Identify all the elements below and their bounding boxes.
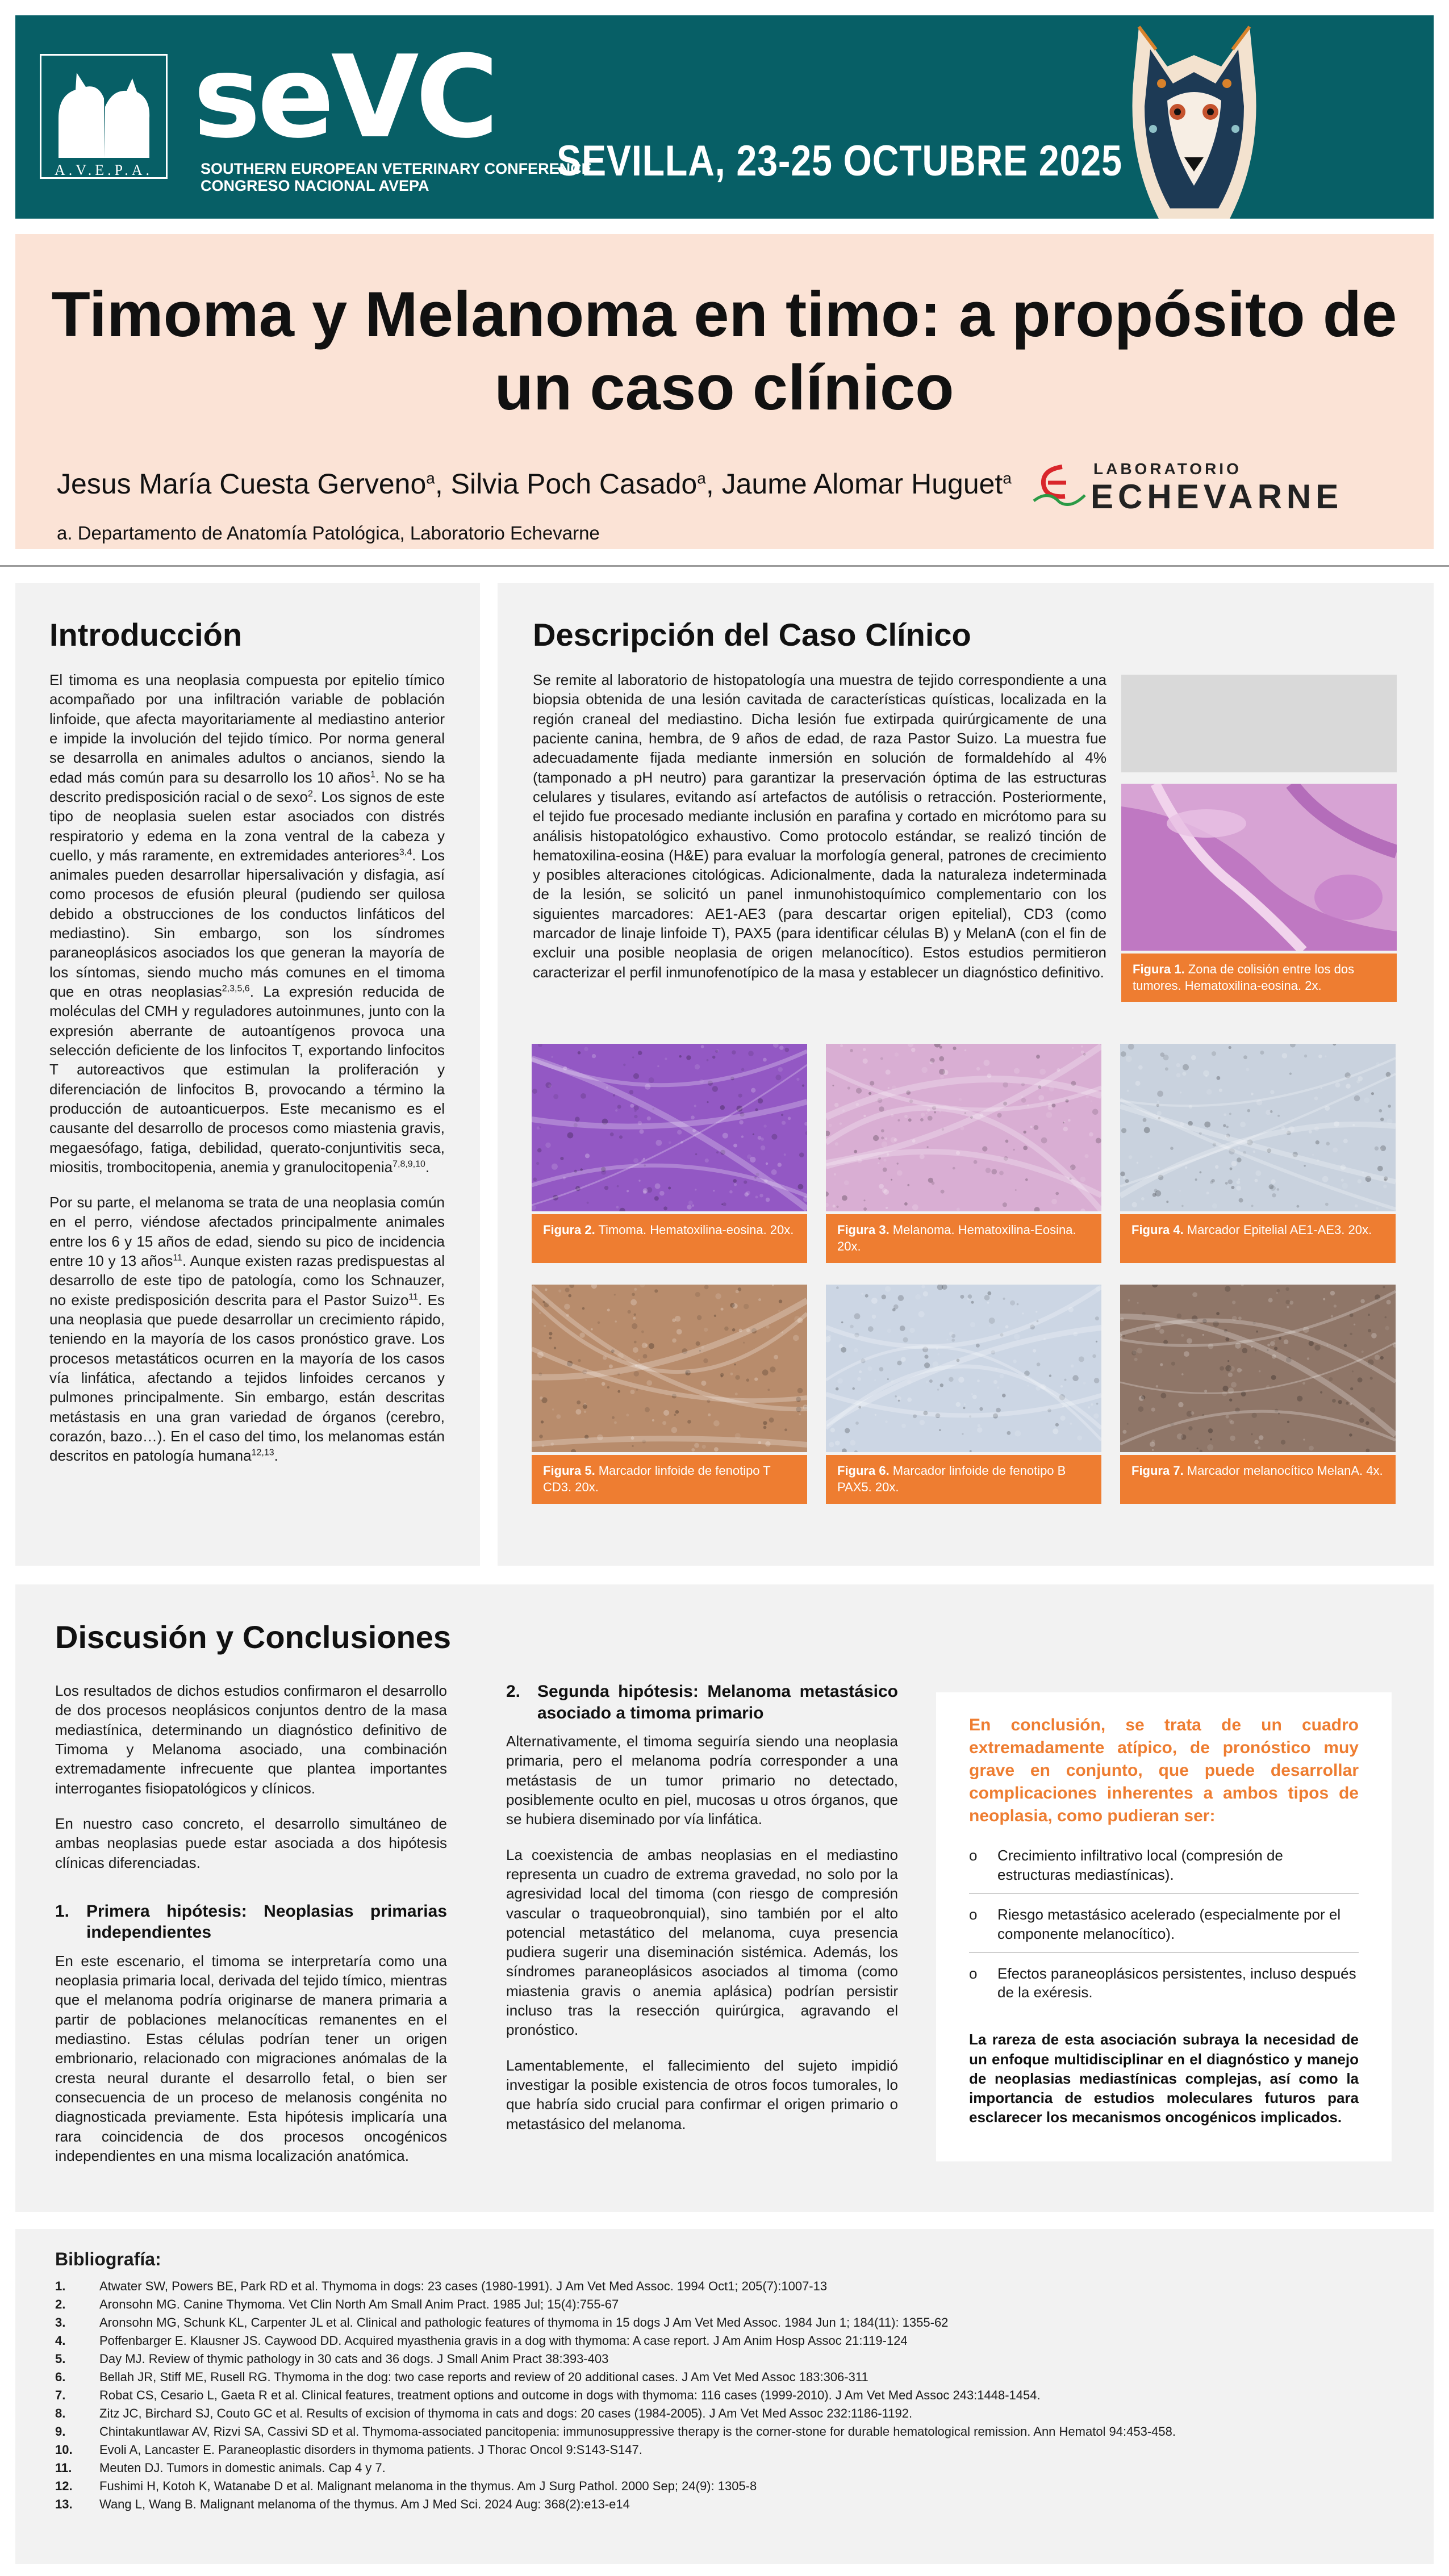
poster-title: Timoma y Melanoma en timo: a propósito de un caso clínico (51, 279, 1397, 423)
bibliography-text: Wang L, Wang B. Malignant melanoma of the thymus. Am J Med Sci. 2024 Aug: 368(2):e13-e14 (99, 2497, 630, 2511)
avepa-text: A.V.E.P.A. (55, 162, 153, 178)
conclusion-item: o Efectos paraneoplásicos persistentes, incluso después de la exéresis. (969, 1964, 1356, 2001)
figure-5 (532, 1285, 807, 1504)
discussion-column-1 (55, 1681, 447, 2181)
bibliography-list (55, 2280, 1407, 2516)
citation-mark: 12,13 (251, 1448, 274, 1458)
author-name: Jesus María Cuesta Gerveno (57, 468, 427, 500)
conclusion-item: o Crecimiento infiltrativo local (compresión de estructuras mediastínicas). (969, 1847, 1283, 1884)
figure-1-caption: Figura 1. Zona de colisión entre los dos tumores. Hematoxilina-eosina. 2x. (1121, 954, 1397, 1002)
author-name: Silvia Poch Casado (450, 468, 698, 500)
bibliography-text: Day MJ. Review of thymic pathology in 30 cats and 36 dogs. J Small Anim Pract 38:393-403 (99, 2352, 609, 2366)
case-description-heading: Descripción del Caso Clínico (533, 617, 971, 653)
bibliography-entry (55, 2280, 1407, 2298)
discussion-paragraph: Alternativamente, el timoma seguiría siendo una neoplasia primaria, pero el melanoma podría corresponder a una metástasis de un tumor primario no detectado, posiblemente oculto en piel, mucosas u otros órganos, que se hubiera diseminado por vía linfática. (506, 1733, 898, 1828)
conclusion-item: o Riesgo metastásico acelerado (especialmente por el componente melanocítico). (969, 1906, 1341, 1942)
header-divider (0, 565, 1449, 567)
bibliography-text: Zitz JC, Birchard SJ, Couto GC et al. Results of excision of thymoma in cats and dogs: 20 cases (1984-2005). J Am Vet Med Assoc 232:1186-1192. (99, 2406, 913, 2420)
lab-logo-small-text: LABORATORIO (1093, 460, 1242, 478)
figure-7-image (1120, 1285, 1396, 1452)
bibliography-number: 5. (55, 2352, 66, 2366)
figure-2 (532, 1044, 807, 1263)
conclusion-content (969, 1714, 1359, 2127)
discussion-heading: Discusión y Conclusiones (55, 1619, 452, 1655)
bibliography-text: Aronsohn MG, Schunk KL, Carpenter JL et al. Clinical and pathologic features of thymoma in 15 dogs J Am Vet Med Assoc. 1984 Jun 1; 184(11): 1355-62 (99, 2315, 949, 2330)
bibliography-number: 1. (55, 2279, 66, 2293)
figure-5-image (532, 1285, 807, 1452)
bibliography-entry (55, 2498, 1407, 2516)
citation-mark: 2,3,5,6 (222, 984, 250, 994)
bibliography-entry (55, 2389, 1407, 2407)
bibliography-text: Robat CS, Cesario L, Gaeta R et al. Clinical features, treatment options and outcome in dogs with thymoma: 116 cases (1999-2010). J Am Vet Med Assoc 243:1448-1454. (99, 2388, 1041, 2402)
hypothesis-2-heading: 2. Segunda hipótesis: Melanoma metastásico asociado a timoma primario (506, 1682, 898, 1722)
citation-mark: 11 (173, 1253, 182, 1263)
sevc-subtitle-1: SOUTHERN EUROPEAN VETERINARY CONFERENCE (201, 160, 592, 177)
event-date: SEVILLA, 23-25 OCTUBRE 2025 (557, 137, 1122, 185)
introduction-paragraph: Por su parte, el melanoma se trata de una neoplasia común en el perro, viéndose afectados principalmente animales entre los 6 y 15 años de edad, siendo su pico de incidencia entre 10 y 13 años$^{11}$. Aunque existen razas predispuestas al desarrollo de este tipo de patología, como los Schnauzer, no existe predisposición descrita para el Pastor Suizo$^{11}$. Es una neoplasia que puede desarrollar un crecimiento rápido, teniendo en la mayoría de los casos pronóstico grave. Los procesos metastáticos ocurren en la mayoría de los casos vía linfática, afectando a tejidos linfoides cercanos y pulmones principalmente. Sin embargo, están descritas metástasis en una gran variedad de órganos (cerebro, corazón, bazo…). En el caso del timo, los melanomas están descritos en patología humana$^{12,13}$. (49, 1194, 445, 1465)
lab-logo-big-text: ECHEVARNE (1091, 478, 1343, 516)
bibliography-number: 12. (55, 2479, 73, 2493)
sevc-logo: seVC (193, 31, 496, 164)
introduction-heading: Introducción (49, 617, 243, 653)
sevc-subtitle-2: CONGRESO NACIONAL AVEPA (201, 177, 429, 194)
figure-7-caption: Figura 7. Marcador melanocítico MelanA. 4x. (1120, 1455, 1396, 1504)
bibliography-entry (55, 2426, 1407, 2444)
citation-mark: 2 (307, 789, 313, 799)
citation-mark: 3,4 (399, 847, 412, 858)
echevarne-logo-icon (1031, 461, 1088, 507)
avepa-logo (40, 54, 168, 179)
bibliography-entry (55, 2371, 1407, 2389)
bibliography-number: 9. (55, 2424, 66, 2439)
dog-illustration (1128, 15, 1261, 219)
discussion-paragraph: Lamentablemente, el fallecimiento del sujeto impidió investigar la posible existencia de otros focos tumorales, lo que habría sido crucial para confirmar el origen primario o metastásico del melanoma. (506, 2056, 898, 2132)
bibliography-heading: Bibliografía: (55, 2249, 161, 2269)
discussion-paragraph: Los resultados de dichos estudios confirmaron el desarrollo de dos procesos neoplásicos conjuntos dentro de la masa mediastínica, determinando un diagnóstico definitivo de Timoma y Melanoma asociado, una combinación extremadamente infrecuente que plantea importantes interrogantes fisiopatológicos y clínicos. (55, 1682, 447, 1797)
conclusion-lead: En conclusión, se trata de un cuadro extremadamente atípico, de pronóstico muy grave en conjunto, que puede desarrollar complicaciones inherentes a ambos tipos de neoplasia, como pudieran ser: (969, 1716, 1359, 1825)
conclusion-box (936, 1692, 1392, 2161)
hypothesis-1-heading: 1. Primera hipótesis: Neoplasias primarias independientes (55, 1901, 447, 1942)
case-description-text: Se remite al laboratorio de histopatología una muestra de tejido correspondiente a una biopsia obtenida de una lesión cavitada de características quísticas, localizada en la región craneal del mediastino. Dicha lesión fue extirpada quirúrgicamente de una paciente canina, hembra, de 9 años de edad, de raza Pastor Suizo. La muestra fue adecuadamente fijada mediante inmersión en solución de formaldehído al 4% (tamponado a pH neutro) para garantizar la preservación óptima de las estructuras celulares y tisulares, evitando así artefactos de autólisis o retracción. Posteriormente, el tejido fue procesado mediante inclusión en parafina y cortado en micrótomo para su análisis histopatológico exhaustivo. Como protocolo estándar, se realizó tinción de hematoxilina-eosina (H&E) para evaluar la morfología general, patrones de crecimiento y posibles alteraciones citológicas. Adicionalmente, dada la naturaleza indeterminada de la lesión, se solicitó un panel inmunohistoquímico complementario con los siguientes marcadores: AE1-AE3 (para descartar origen epitelial), CD3 (como marcador de linaje linfoide T), PAX5 (para identificar células B) y MelanA (con el fin de excluir una posible neoplasia de origen melanocítico). Estos estudios permitieron caracterizar el perfil inmunofenotípico de la masa y establecer un diagnóstico definitivo. (533, 671, 1106, 981)
figure-1 (1121, 675, 1397, 1002)
discussion-paragraph: En nuestro caso concreto, el desarrollo simultáneo de ambas neoplasias puede estar asociada a dos hipótesis clínicas diferenciadas. (55, 1814, 447, 1871)
bibliography-entry (55, 2335, 1407, 2353)
bullet-icon: o (969, 1847, 978, 1864)
figure-3 (826, 1044, 1101, 1263)
figure-6-image (826, 1285, 1101, 1452)
bibliography-number: 11. (55, 2461, 72, 2475)
avepa-animals-icon (41, 56, 166, 164)
bibliography-text: Poffenbarger E. Klausner JS. Caywood DD. Acquired myasthenia gravis in a dog with thymoma: A case report. J Am Anim Hosp Assoc 21:119-124 (99, 2334, 908, 2348)
bibliography-entry (55, 2407, 1407, 2426)
author-name: Jaume Alomar Huguet (721, 468, 1003, 500)
figure-4 (1120, 1044, 1396, 1263)
bullet-icon: o (969, 1906, 978, 1923)
figure-6-caption: Figura 6. Marcador linfoide de fenotipo B PAX5. 20x. (826, 1455, 1101, 1504)
bibliography-text: Aronsohn MG. Canine Thymoma. Vet Clin North Am Small Anim Pract. 1985 Jul; 15(4):755-67 (99, 2297, 619, 2311)
figure-7 (1120, 1285, 1396, 1504)
figure-3-caption: Figura 3. Melanoma. Hematoxilina-Eosina. 20x. (826, 1214, 1101, 1263)
figure-2-image (532, 1044, 807, 1211)
introduction-text (49, 670, 445, 1482)
bibliography-number: 10. (55, 2443, 73, 2457)
bibliography-entry (55, 2462, 1407, 2480)
conclusion-final: La rareza de esta asociación subraya la necesidad de un enfoque multidisciplinar en el diagnóstico y manejo de neoplasias mediastínicas complejas, así como la importancia de estudios moleculares futuros para esclarecer los mecanismos oncogénicos implicados. (969, 2031, 1359, 2126)
figure-5-caption: Figura 5. Marcador linfoide de fenotipo T CD3. 20x. (532, 1455, 807, 1504)
bibliography-text: Chintakuntlawar AV, Rizvi SA, Cassivi SD et al. Thymoma-associated pancitopenia: immunosuppressive therapy is the corner-stone for durable hematological remission. Ann Hematol 94:453-458. (99, 2424, 1176, 2439)
hypothesis-1-text: En este escenario, el timoma se interpretaría como una neoplasia primaria local, derivada del tejido tímico, mientras que el melanoma podría originarse de manera primaria a partir de poblaciones melanocíticas remanentes en el mediastino. Estas células podrían tener un origen embrionario, relacionado con migraciones anómalas de la cresta neural durante el desarrollo fetal, o bien ser consecuencia de un proceso de melanosis congénita no diagnosticada previamente. Esta hipótesis implicaría una rara coincidencia de dos procesos oncogénicos independientes en una misma localización anatómica. (55, 1952, 447, 2164)
bibliography-entry (55, 2298, 1407, 2316)
figure-1-placeholder (1121, 675, 1397, 772)
bibliography-number: 3. (55, 2315, 66, 2330)
bibliography-number: 4. (55, 2334, 66, 2348)
bibliography-text: Fushimi H, Kotoh K, Watanabe D et al. Malignant melanoma in the thymus. Am J Surg Pathol. 2000 Sep; 24(9): 1305-8 (99, 2479, 757, 2493)
bibliography-text: Atwater SW, Powers BE, Park RD et al. Thymoma in dogs: 23 cases (1980-1991). J Am Vet Med Assoc. 1994 Oct1; 205(7):1007-13 (99, 2279, 828, 2293)
author-affiliation-mark: a (426, 469, 435, 487)
citation-mark: 7,8,9,10 (392, 1159, 425, 1169)
bibliography-number: 2. (55, 2297, 66, 2311)
figure-6 (826, 1285, 1101, 1504)
introduction-paragraph: El timoma es una neoplasia compuesta por epitelio tímico acompañado por una infiltración variable de población linfoide, que afecta mayoritariamente al mediastino anterior e impide la involución del tejido tímico. Por norma general se desarrolla en animales adultos o ancianos, siendo la edad más común para su desarrollo los 10 años$^1$. No se ha descrito predisposición racial o de sexo$^2$. Los signos de este tipo de neoplasia suelen estar asociados con distrés respiratorio y edema en la zona ventral de la cabeza y cuello, y más raramente, en extremidades anteriores$^{3,4}$. Los animales pueden desarrollar hipersalivación y disfagia, así como procesos de efusión pleural (pudiendo ser quilosa debido a obstrucciones de los conductos linfáticos del mediastino). Sin embargo, son los síndromes paraneoplásicos asociados los que generan la mayoría de los síntomas, siendo mucho más comunes en el timoma que en otras neoplasias$^{2,3,5,6}$. La expresión reducida de moléculas del CMH y reguladores autoinmunes, junto con la expresión aberrante de autoantígenos provoca una selección deficiente de los linfocitos T, exportando linfocitos T autoreactivos que estimulan la proliferación y diferenciación de linfocitos B, provocando a término la producción de autoanticuerpos. Este mecanismo es el causante del desarrollo de procesos como miastenia gravis, megaesófago, fatiga, debilidad, querato-conjuntivitis seca, miositis, trombocitopenia, anemia y granulocitopenia$^{7,8,9,10}$. (49, 671, 445, 1176)
citation-mark: 11 (408, 1292, 419, 1302)
bullet-icon: o (969, 1964, 978, 1982)
bibliography-text: Evoli A, Lancaster E. Paraneoplastic disorders in thymoma patients. J Thorac Oncol 9:S143-S147. (99, 2443, 642, 2457)
bibliography-entry (55, 2353, 1407, 2371)
author-affiliation-mark: a (697, 469, 706, 487)
figure-3-image (826, 1044, 1101, 1211)
bibliography-text: Bellah JR, Stiff ME, Rusell RG. Thymoma in the dog: two case reports and review of 20 additional cases. J Am Vet Med Assoc 183:306-311 (99, 2370, 868, 2384)
bibliography-number: 8. (55, 2406, 66, 2420)
author-affiliation-mark: a (1003, 469, 1012, 487)
authors: Jesus María Cuesta Gerveno$^a$, Silvia Poch Casado$^a$, Jaume Alomar Huguet$^a$ (57, 468, 1012, 500)
figure-4-image (1120, 1044, 1396, 1211)
affiliation: a. Departamento de Anatomía Patológica, Laboratorio Echevarne (57, 522, 600, 543)
figure-1-image (1121, 784, 1397, 951)
bibliography-entry (55, 2316, 1407, 2335)
bibliography-number: 6. (55, 2370, 66, 2384)
figure-4-caption: Figura 4. Marcador Epitelial AE1-AE3. 20x. (1120, 1214, 1396, 1263)
discussion-column-2 (506, 1681, 898, 2150)
citation-mark: 1 (370, 769, 375, 779)
discussion-paragraph: La coexistencia de ambas neoplasias en el mediastino representa un cuadro de extrema gravedad, no solo por la agresividad local del timoma (con riesgo de compresión vascular o traqueobronquial), sino también por el alto potencial metastático del melanoma, cuya presencia pudiera sugerir una diseminación sistémica. Además, los síndromes paraneoplásicos asociados al timoma (como miastenia gravis o anemia aplásica) podrían persistir incluso tras la resección quirúrgica, agravando el pronóstico. (506, 1846, 898, 2039)
figure-2-caption: Figura 2. Timoma. Hematoxilina-eosina. 20x. (532, 1214, 807, 1263)
bibliography-number: 13. (55, 2497, 73, 2511)
bibliography-number: 7. (55, 2388, 66, 2402)
bibliography-entry (55, 2480, 1407, 2498)
bibliography-entry (55, 2444, 1407, 2462)
bibliography-text: Meuten DJ. Tumors in domestic animals. Cap 4 y 7. (99, 2461, 386, 2475)
